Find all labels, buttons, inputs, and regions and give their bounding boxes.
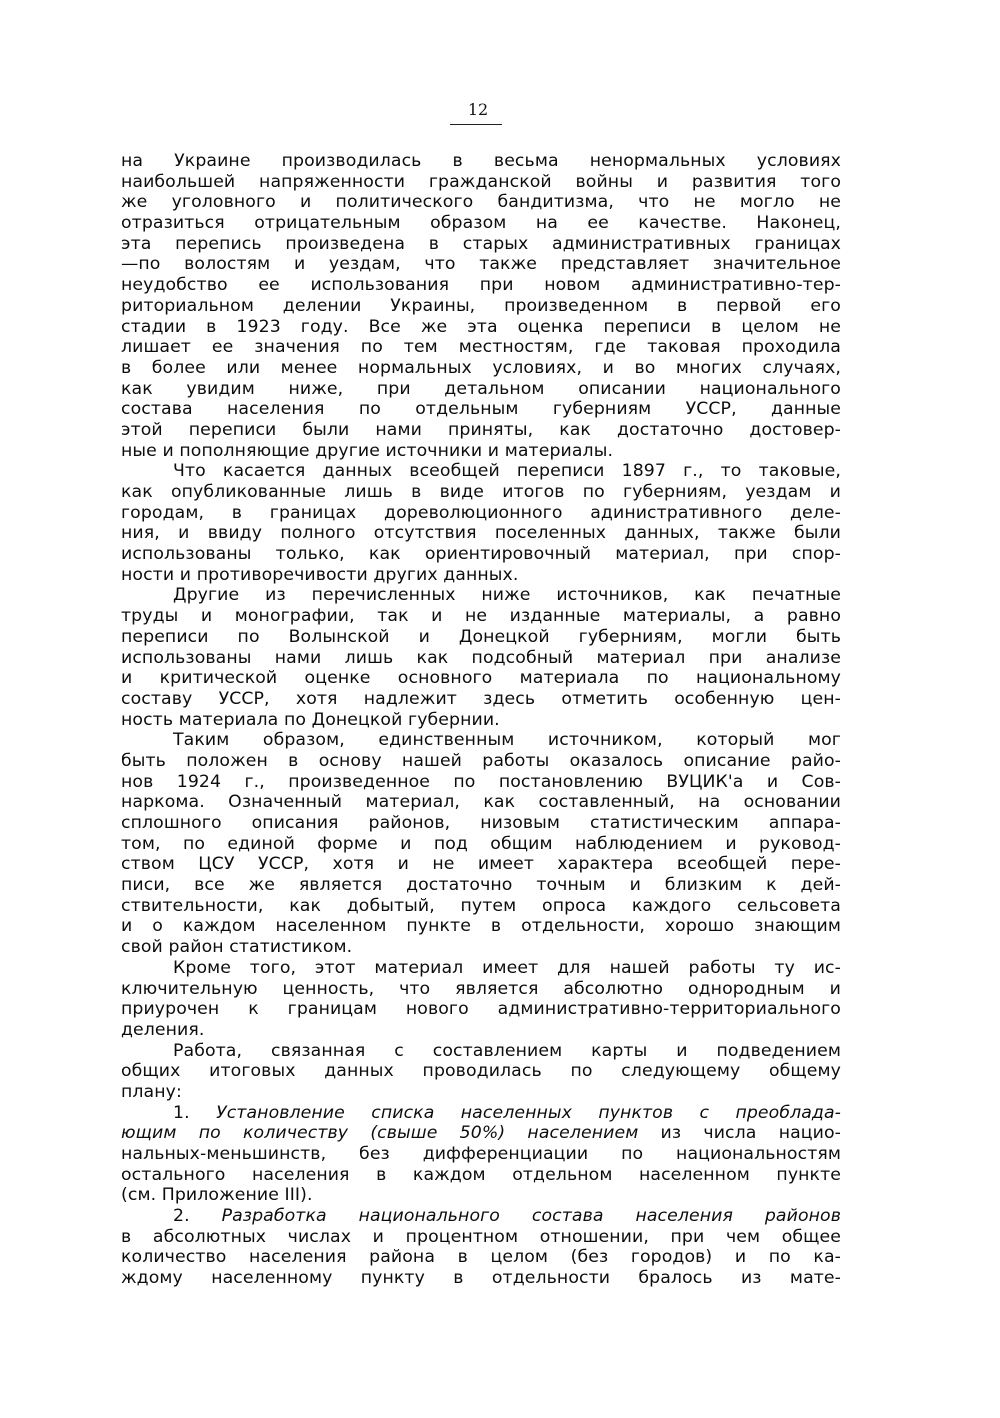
list-item-1-line-3 bbox=[121, 1144, 841, 1165]
list-item-2-line-3-rest: количество населения района в целом (без городов) и по ка- bbox=[121, 1247, 841, 1268]
text-line: писи, все же является достаточно точным и близким к дей- bbox=[121, 875, 841, 896]
text-line: ные и пополняющие другие источники и материалы. bbox=[121, 440, 614, 461]
list-item-1-line-2 bbox=[121, 1123, 841, 1144]
list-item-1-line-4-rest: остального населения в каждом отдельном населенном пункте bbox=[121, 1164, 841, 1185]
text-line: отразиться отрицательным образом на ее качестве. Наконец, bbox=[121, 213, 841, 234]
text-line: переписи по Волынской и Донецкой губерниям, могли быть bbox=[121, 626, 841, 647]
text-line: и о каждом населенном пункте в отдельности, хорошо знающим bbox=[121, 916, 841, 937]
text-line: ствительности, как добытый, путем опроса каждого сельсовета bbox=[121, 895, 841, 916]
text-line: неудобство ее использования при новом административно-тер- bbox=[121, 275, 841, 296]
list-item-2-line-2 bbox=[121, 1227, 841, 1248]
list-item-2 bbox=[121, 1206, 841, 1289]
body-text bbox=[121, 151, 841, 1289]
text-line: составу УССР, хотя надлежит здесь отметить особенную цен- bbox=[121, 688, 841, 709]
list-item-2-italic-lead: Разработка национального состава населения районов bbox=[221, 1206, 841, 1227]
list-item-2-line-2-rest: в абсолютных числах и процентном отношении, при чем общее bbox=[121, 1226, 841, 1247]
text-line: лишает ее значения по тем местностям, где таковая проходила bbox=[121, 337, 841, 358]
text-line: —по волостям и уездам, что также представляет значительное bbox=[121, 254, 841, 275]
text-line: быть положен в основу нашей работы оказалось описание райо- bbox=[121, 750, 841, 771]
text-line: деления. bbox=[121, 1019, 205, 1040]
list-item-1-italic-lead: Установление списка населенных пунктов с преоблада- bbox=[216, 1102, 841, 1123]
text-line: ключительную ценность, что является абсолютно однородным и bbox=[121, 978, 841, 999]
list-item-1-line-4 bbox=[121, 1165, 841, 1186]
list-item-2-number: 2. bbox=[173, 1206, 190, 1227]
page-number: 12 bbox=[467, 100, 489, 119]
text-line: плану: bbox=[121, 1081, 182, 1102]
text-line: стадии в 1923 году. Все же эта оценка переписи в целом не bbox=[121, 316, 841, 337]
text-line: городам, в границах дореволюционного адинистративного деле- bbox=[121, 502, 841, 523]
text-line: Кроме того, этот материал имеет для нашей работы ту ис- bbox=[173, 957, 841, 978]
text-line: том, по единой форме и под общим наблюдением и руковод- bbox=[121, 833, 841, 854]
list-item-1-line-5 bbox=[121, 1185, 841, 1206]
text-line: ния, и ввиду полного отсутствия поселенных данных, также были bbox=[121, 523, 841, 544]
list-item-1-line-5-rest: (см. Приложение III). bbox=[121, 1185, 313, 1206]
text-line: состава населения по отдельным губерниям УССР, данные bbox=[121, 399, 841, 420]
text-line: ность материала по Донецкой губернии. bbox=[121, 709, 500, 730]
text-line: наибольшей напряженности гражданской войны и развития того bbox=[121, 171, 841, 192]
text-line: нов 1924 г., произведенное по постановлению ВУЦИК'а и Сов- bbox=[121, 771, 841, 792]
list-item-2-line-4 bbox=[121, 1268, 841, 1289]
list-item-2-first-line bbox=[121, 1206, 841, 1227]
text-line: Другие из перечисленных ниже источников, как печатные bbox=[173, 585, 841, 606]
text-line: использованы только, как ориентировочный материал, при спор- bbox=[121, 544, 841, 565]
text-line: общих итоговых данных проводилась по следующему общему bbox=[121, 1061, 841, 1082]
text-line: Что касается данных всеобщей переписи 1897 г., то таковые, bbox=[173, 461, 841, 482]
text-line: сплошного описания районов, низовым статистическим аппара- bbox=[121, 813, 841, 833]
text-line: риториальном делении Украины, произведенном в первой его bbox=[121, 295, 841, 316]
text-line: использованы нами лишь как подсобный материал при анализе bbox=[121, 647, 841, 668]
text-line: как увидим ниже, при детальном описании национального bbox=[121, 378, 841, 399]
list-item-1-line-2-rest: из числа нацио- bbox=[638, 1123, 841, 1144]
text-line: на Украине производилась в весьма ненормальных условиях bbox=[121, 151, 841, 171]
text-line: этой переписи были нами приняты, как достаточно достовер- bbox=[121, 419, 841, 440]
list-item-1 bbox=[121, 1103, 841, 1206]
text-line: свой район статистиком. bbox=[121, 937, 353, 958]
text-line: приурочен к границам нового административно-территориального bbox=[121, 999, 841, 1020]
text-line: в более или менее нормальных условиях, и во многих случаях, bbox=[121, 357, 841, 378]
text-line: труды и монографии, так и не изданные материалы, а равно bbox=[121, 606, 841, 627]
page-number-underline bbox=[450, 124, 502, 125]
text-line: ности и противоречивости других данных. bbox=[121, 564, 519, 585]
list-item-1-line-2-italic: ющим по количеству (свыше 50%) населением bbox=[121, 1123, 639, 1144]
text-line: же уголовного и политического бандитизма, что не могло не bbox=[121, 192, 841, 213]
text-line: Таким образом, единственным источником, который мог bbox=[173, 730, 841, 751]
list-item-1-line-3-rest: нальных-меньшинств, без дифференциации по национальностям bbox=[121, 1144, 841, 1164]
list-item-1-first-line bbox=[121, 1103, 841, 1124]
text-line: Работа, связанная с составлением карты и подведением bbox=[173, 1040, 841, 1061]
paragraphs bbox=[121, 151, 841, 1103]
text-line: эта перепись произведена в старых административных границах bbox=[121, 233, 841, 254]
list-item-2-line-4-rest: ждому населенному пункту в отдельности бралось из мате- bbox=[121, 1268, 841, 1289]
text-line: и критической оценке основного материала по национальному bbox=[121, 668, 841, 689]
text-line: ством ЦСУ УССР, хотя и не имеет характера всеобщей пере- bbox=[121, 854, 841, 875]
list-item-2-line-3 bbox=[121, 1247, 841, 1268]
text-line: как опубликованные лишь в виде итогов по губерниям, уездам и bbox=[121, 482, 841, 502]
text-line: наркома. Означенный материал, как составленный, на основании bbox=[121, 792, 841, 813]
list-item-1-number: 1. bbox=[173, 1102, 190, 1123]
